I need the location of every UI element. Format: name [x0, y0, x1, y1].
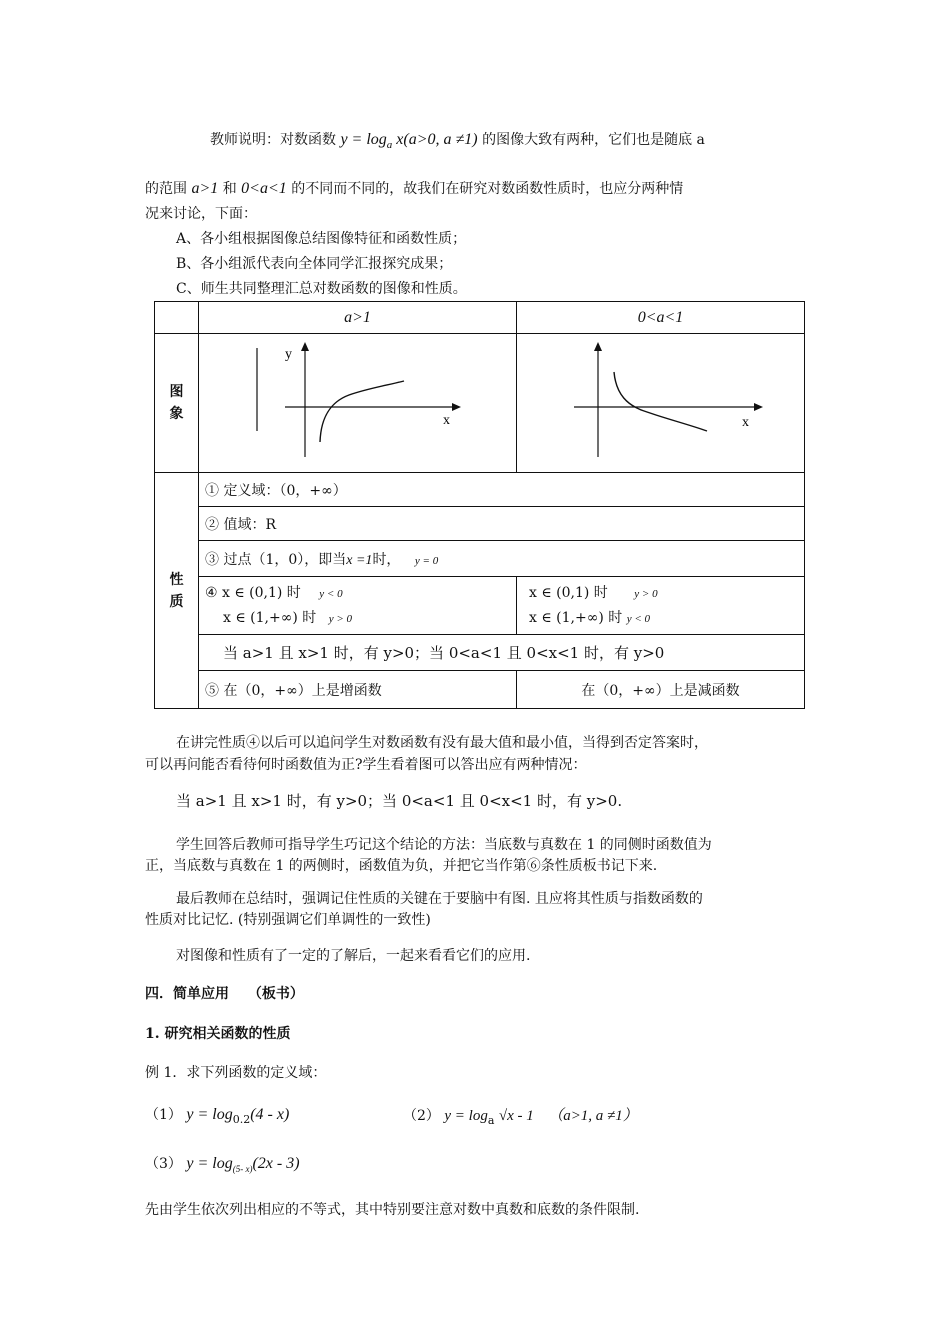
- prop-row-4-summary: [155, 635, 805, 671]
- prop-row-1: [155, 473, 805, 507]
- step-b: B、各小组派代表向全体同学汇报探究成果；: [176, 256, 453, 272]
- exercise-2: [403, 1104, 638, 1127]
- prop-fixed-point: [199, 541, 805, 577]
- header-a-lt-1: 0<a<1: [517, 302, 805, 334]
- graph-dec-curve: [614, 372, 707, 431]
- intro-text-1a: 教师说明：对数函数: [210, 132, 336, 148]
- intro-line-3: 况来讨论，下面：: [145, 206, 257, 222]
- exercise-3: [145, 1153, 300, 1174]
- ex1-main: y = log: [186, 1106, 233, 1123]
- intro-line-1: [210, 129, 705, 151]
- step-a: A、各小组根据图像总结图像特征和函数性质；: [176, 231, 467, 247]
- graph-decreasing-cell: [517, 334, 805, 473]
- formula-log-tail: x(a>0, a ≠1): [396, 131, 478, 148]
- log-properties-table: [154, 301, 805, 709]
- prop4-right-2v: y < 0: [626, 612, 651, 625]
- subsection-1: 1. 研究相关函数的性质: [145, 1026, 291, 1042]
- intro-line-2: [145, 178, 683, 198]
- prop4-right-line1: [529, 581, 804, 606]
- graph-increasing-cell: [199, 334, 517, 473]
- graph-inc-y-label: y: [285, 347, 292, 362]
- cond-a-between: 0<a<1: [241, 180, 287, 197]
- para2: 当 a>1 且 x>1 时，有 y>0；当 0<a<1 且 0<x<1 时，有 y>0.: [176, 792, 623, 810]
- prop4-right-1v: y > 0: [634, 587, 658, 600]
- prop3-text-b: 时，: [372, 551, 401, 568]
- prop3-y: y = 0: [414, 554, 439, 567]
- prop4-right: [517, 577, 805, 635]
- para3-line1: 学生回答后教师可指导学生巧记这个结论的方法：当底数与真数在 1 的同侧时函数值为: [176, 837, 712, 853]
- prop-row-3: [155, 541, 805, 577]
- prop-row-2: [155, 507, 805, 541]
- graph-inc-x-arrow: [452, 403, 461, 411]
- prop4-left: [199, 577, 517, 635]
- formula-log-base: a: [386, 139, 393, 152]
- example-1: 例 1．求下列函数的定义域：: [145, 1065, 327, 1081]
- prop-row-5: [155, 671, 805, 709]
- prop3-text-a: ③ 过点（1，0），即当: [205, 551, 347, 568]
- ex2-label: （2）: [403, 1108, 440, 1124]
- graph-row-label: [155, 334, 199, 473]
- intro-text-2a: 的范围: [145, 181, 187, 197]
- formula-log-def: [340, 131, 478, 152]
- graph-decreasing: [517, 334, 805, 468]
- ex2-cond: （a>1, a ≠1）: [548, 1108, 638, 1124]
- para4-line1: 最后教师在总结时，强调记住性质的关键在于要脑中有图. 且应将其性质与指数函数的: [176, 891, 703, 907]
- table-header-row: [155, 302, 805, 334]
- ex1-label: （1）: [145, 1107, 182, 1123]
- ex3-main: y = log: [186, 1155, 233, 1172]
- prop4-left-line1: [205, 581, 516, 606]
- para4-line2: 性质对比记忆. (特别强调它们单调性的一致性): [145, 912, 431, 928]
- props-row-label-text: 性质: [169, 571, 184, 610]
- intro-text-and: 和: [222, 181, 237, 197]
- ex2-sub: a: [487, 1113, 495, 1127]
- graph-dec-x-arrow: [754, 403, 763, 411]
- ex3-sub: (5- x): [232, 1163, 253, 1174]
- table-corner: [155, 302, 199, 334]
- prop5-increasing: ⑤ 在（0，+∞）上是增函数: [199, 671, 517, 709]
- prop4-summary: 当 a>1 且 x>1 时，有 y>0；当 0<a<1 且 0<x<1 时，有 y>0: [199, 635, 805, 671]
- ex1-tail: (4 - x): [250, 1106, 290, 1123]
- prop4-left-2v: y > 0: [328, 612, 353, 625]
- table-graph-row: [155, 334, 805, 473]
- cond-a-gt-1: a>1: [191, 180, 219, 197]
- ex3-tail: (2x - 3): [252, 1155, 300, 1172]
- prop4-right-line2: [529, 606, 804, 631]
- prop4-left-1: ④ x ∈ (0,1) 时: [205, 584, 301, 601]
- formula-log-main: y = log: [340, 131, 387, 148]
- closing-text: 先由学生依次列出相应的不等式，其中特别要注意对数中真数和底数的条件限制.: [145, 1202, 640, 1218]
- para1-line1: 在讲完性质④以后可以追问学生对数函数有没有最大值和最小值，当得到否定答案时，: [176, 735, 708, 751]
- graph-dec-y-arrow: [594, 342, 602, 351]
- para3-line2: 正，当底数与真数在 1 的两侧时，函数值为负，并把它当作第⑥条性质板书记下来.: [145, 858, 658, 874]
- ex3-label: （3）: [145, 1156, 182, 1172]
- exercise-1: [145, 1104, 289, 1126]
- graph-inc-x-label: x: [443, 413, 450, 428]
- para5: 对图像和性质有了一定的了解后，一起来看看它们的应用.: [176, 948, 531, 964]
- prop4-right-1: x ∈ (0,1) 时: [529, 584, 608, 601]
- intro-text-2b: 的不同而不同的，故我们在研究对数函数性质时，也应分两种情: [291, 181, 684, 197]
- graph-increasing: [199, 334, 517, 468]
- prop-range: ② 值域：R: [199, 507, 805, 541]
- prop4-left-1v: y < 0: [319, 587, 343, 600]
- prop-domain: ① 定义域：（0，+∞）: [199, 473, 805, 507]
- ex2-main: y = log: [444, 1108, 488, 1124]
- step-c: C、师生共同整理汇总对数函数的图像和性质。: [176, 281, 467, 297]
- graph-row-label-text: 图象: [169, 384, 184, 422]
- prop4-right-2: x ∈ (1,+∞) 时: [529, 609, 623, 626]
- graph-dec-x-label: x: [742, 415, 749, 430]
- prop5-decreasing: 在（0，+∞）上是减函数: [517, 671, 805, 709]
- graph-inc-curve: [320, 381, 404, 442]
- props-row-label: [155, 473, 199, 709]
- intro-text-1b: 的图像大致有两种，它们也是随底 a: [482, 132, 705, 148]
- header-a-gt-1: a>1: [199, 302, 517, 334]
- ex1-sub: 0.2: [232, 1112, 251, 1126]
- prop4-left-line2: [205, 606, 516, 631]
- ex2-tail: √x - 1: [498, 1108, 534, 1124]
- para1-line2: 可以再问能否看待何时函数值为正?学生看着图可以答出应有两种情况：: [145, 757, 587, 773]
- graph-inc-y-arrow: [301, 342, 309, 351]
- section-heading-4: 四．简单应用 （板书）: [145, 986, 304, 1002]
- prop4-left-2: x ∈ (1,+∞) 时: [223, 609, 317, 626]
- prop-row-4: [155, 577, 805, 635]
- prop3-x: x =1: [346, 552, 373, 568]
